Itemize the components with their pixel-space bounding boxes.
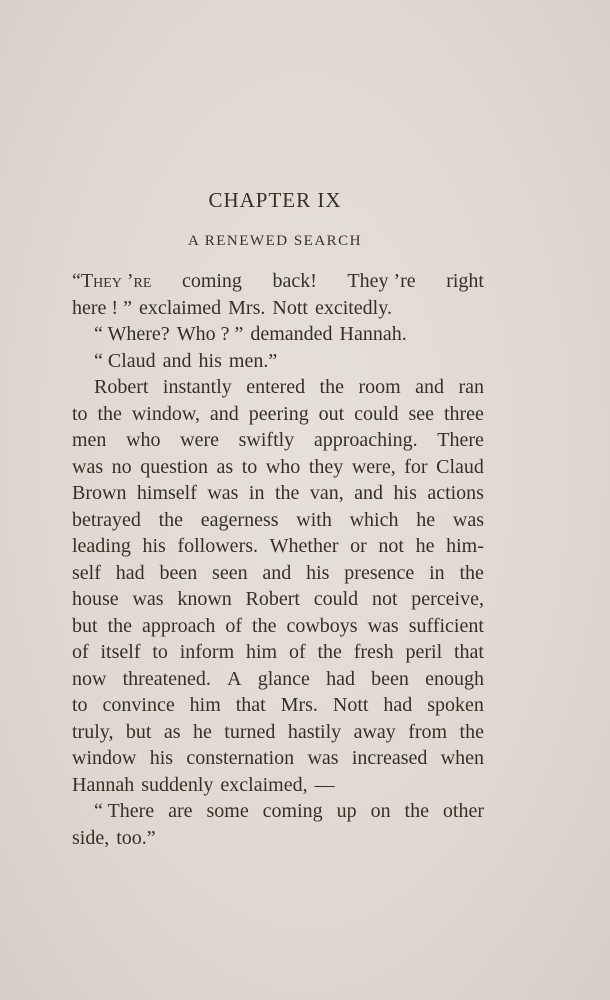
word: consternation: [186, 747, 295, 769]
word: Robert: [94, 376, 149, 398]
word: which: [349, 508, 399, 531]
word: A: [227, 667, 242, 690]
text-line: [72, 427, 484, 454]
word: in: [248, 482, 265, 504]
word: had: [115, 561, 145, 584]
word: the: [319, 376, 344, 398]
text-line: [72, 825, 484, 852]
word: were,: [351, 455, 396, 478]
word: the: [97, 402, 122, 425]
text-line: [72, 401, 484, 428]
word: exclaimed: [138, 296, 222, 319]
word: hastily: [287, 720, 342, 743]
word: he: [416, 508, 436, 531]
word: sufficient: [408, 614, 484, 637]
word: Hannah: [72, 773, 135, 796]
word: as: [163, 720, 181, 743]
word: presence: [344, 561, 415, 584]
text-line: [72, 533, 484, 560]
word: other: [442, 800, 484, 822]
word: and: [354, 482, 384, 504]
word: been: [159, 561, 198, 584]
word: itself: [100, 641, 141, 663]
word: too.”: [116, 826, 156, 849]
word: Mrs.: [228, 296, 266, 319]
word: no: [111, 455, 132, 478]
word: the: [404, 800, 429, 822]
word: had: [326, 667, 355, 690]
word: Nott: [272, 296, 308, 319]
word: exclaimed,: [220, 773, 308, 796]
word: “ Where?: [94, 323, 170, 345]
word: but: [125, 720, 152, 743]
word: “ Claud: [94, 349, 156, 372]
word: peering: [248, 402, 309, 425]
word: “They ’re: [72, 270, 152, 292]
word: followers.: [177, 535, 259, 557]
word: was: [367, 614, 399, 637]
word: leading: [72, 535, 131, 557]
word: —: [314, 773, 335, 796]
word: inform: [179, 641, 235, 663]
word: ran: [458, 376, 484, 398]
word: his: [198, 349, 222, 372]
text-line: [72, 268, 484, 295]
text-line: [72, 454, 484, 481]
word: suddenly: [141, 773, 214, 796]
text-line: [72, 480, 484, 507]
word: actions: [427, 482, 484, 504]
word: room: [358, 376, 401, 398]
text-line: [72, 772, 484, 799]
word: in: [429, 561, 445, 584]
word: cowboys: [286, 614, 358, 637]
word: van,: [309, 482, 344, 504]
word: his: [142, 535, 166, 557]
word: right: [446, 270, 484, 292]
word: when: [440, 747, 484, 769]
word: truly,: [72, 720, 114, 743]
word: turned: [224, 720, 276, 743]
text-line: [72, 745, 484, 772]
word: of: [72, 641, 89, 663]
word: peril: [405, 641, 443, 663]
text-line: [72, 613, 484, 640]
word: the: [158, 508, 184, 531]
word: who: [126, 429, 161, 451]
word: swiftly: [238, 429, 295, 451]
word: and: [415, 376, 444, 398]
word: were: [180, 429, 219, 451]
word: approach: [142, 614, 216, 637]
word: enough: [425, 667, 484, 690]
word: instantly: [162, 376, 232, 398]
word: they: [308, 455, 344, 478]
word: his: [149, 747, 174, 769]
word: convince: [102, 694, 175, 716]
word: he: [415, 535, 435, 557]
word: seen: [212, 561, 248, 584]
chapter-subtitle: A RENEWED SEARCH: [188, 233, 362, 249]
word: excitedly.: [314, 296, 392, 319]
word: as: [216, 455, 234, 478]
word: house: [72, 588, 119, 610]
word: was: [132, 588, 164, 610]
word: betrayed: [72, 508, 141, 531]
word: that: [454, 641, 484, 663]
word: him: [189, 694, 221, 716]
word: They ’re: [347, 270, 416, 292]
word: approaching.: [313, 429, 418, 451]
word: Who ? ”: [176, 323, 244, 345]
word: himself: [136, 482, 197, 504]
word: now: [72, 667, 107, 690]
word: him: [245, 641, 278, 663]
word: Whether: [269, 535, 339, 557]
word: of: [288, 641, 306, 663]
text-line: [72, 692, 484, 719]
word: are: [168, 800, 193, 822]
text-line: [72, 719, 484, 746]
word: some: [206, 800, 249, 822]
word: men.”: [228, 349, 278, 372]
word: the: [317, 641, 342, 663]
word: entered: [246, 376, 306, 398]
word: demanded: [250, 323, 333, 345]
word: see: [408, 402, 435, 425]
text-line: [72, 586, 484, 613]
word: spoken: [427, 694, 484, 716]
word: coming: [181, 270, 242, 292]
word: was: [452, 508, 484, 531]
word: and: [162, 349, 192, 372]
word: the: [252, 614, 277, 637]
word: who: [265, 455, 301, 478]
word: Robert: [245, 588, 300, 610]
word: not: [371, 588, 398, 610]
body-text: [72, 268, 484, 851]
word: to: [72, 694, 88, 716]
word: and: [209, 402, 239, 425]
text-line: [72, 374, 484, 401]
word: perceive,: [411, 588, 484, 610]
word: away: [353, 720, 396, 743]
word: his: [306, 561, 330, 584]
word: fresh: [353, 641, 394, 663]
word: self: [72, 561, 101, 584]
word: of: [225, 614, 243, 637]
word: out: [318, 402, 345, 425]
word: and: [262, 561, 292, 584]
text-line: [72, 560, 484, 587]
word: was: [307, 747, 339, 769]
word: or: [350, 535, 367, 557]
word: the: [107, 614, 133, 637]
word: men: [72, 429, 107, 451]
word: been: [371, 667, 409, 690]
word: coming: [262, 800, 323, 822]
word: on: [370, 800, 391, 822]
word: eagerness: [200, 508, 279, 531]
word: window,: [131, 402, 200, 425]
word: to: [241, 455, 258, 478]
word: could: [313, 588, 359, 610]
word: he: [192, 720, 212, 743]
word: Claud: [436, 455, 484, 478]
word: but: [72, 614, 98, 637]
word: the: [459, 720, 484, 743]
word: up: [336, 800, 357, 822]
word: threatened.: [122, 667, 211, 690]
word: the: [459, 561, 484, 584]
text-line: [72, 798, 484, 825]
text-line: [72, 639, 484, 666]
word: was: [207, 482, 239, 504]
word: Brown: [72, 482, 127, 504]
word: that: [235, 694, 266, 716]
text-line: [72, 295, 484, 322]
word: question: [140, 455, 208, 478]
word: here ! ”: [72, 296, 132, 319]
word: There: [437, 429, 484, 451]
word: not: [378, 535, 404, 557]
word: increased: [351, 747, 428, 769]
word: Mrs.: [280, 694, 318, 716]
word: window: [72, 747, 137, 769]
word: side,: [72, 826, 110, 849]
text-line: [72, 666, 484, 693]
word: was: [72, 455, 104, 478]
word: for: [404, 455, 428, 478]
word: back!: [272, 270, 317, 292]
word: the: [274, 482, 300, 504]
word: known: [177, 588, 232, 610]
text-line: [72, 348, 484, 375]
word: from: [408, 720, 448, 743]
chapter-title: CHAPTER IX: [208, 188, 342, 212]
word: glance: [257, 667, 310, 690]
word: Hannah.: [339, 323, 407, 345]
word: to: [152, 641, 168, 663]
word: could: [354, 402, 399, 425]
word: “ There: [94, 800, 155, 822]
word: his: [393, 482, 417, 504]
word: Nott: [332, 694, 369, 716]
word: three: [443, 402, 484, 425]
word: him-: [446, 535, 484, 557]
word: had: [383, 694, 413, 716]
word: to: [72, 402, 88, 425]
text-line: [72, 321, 484, 348]
text-line: [72, 507, 484, 534]
word: with: [296, 508, 332, 531]
